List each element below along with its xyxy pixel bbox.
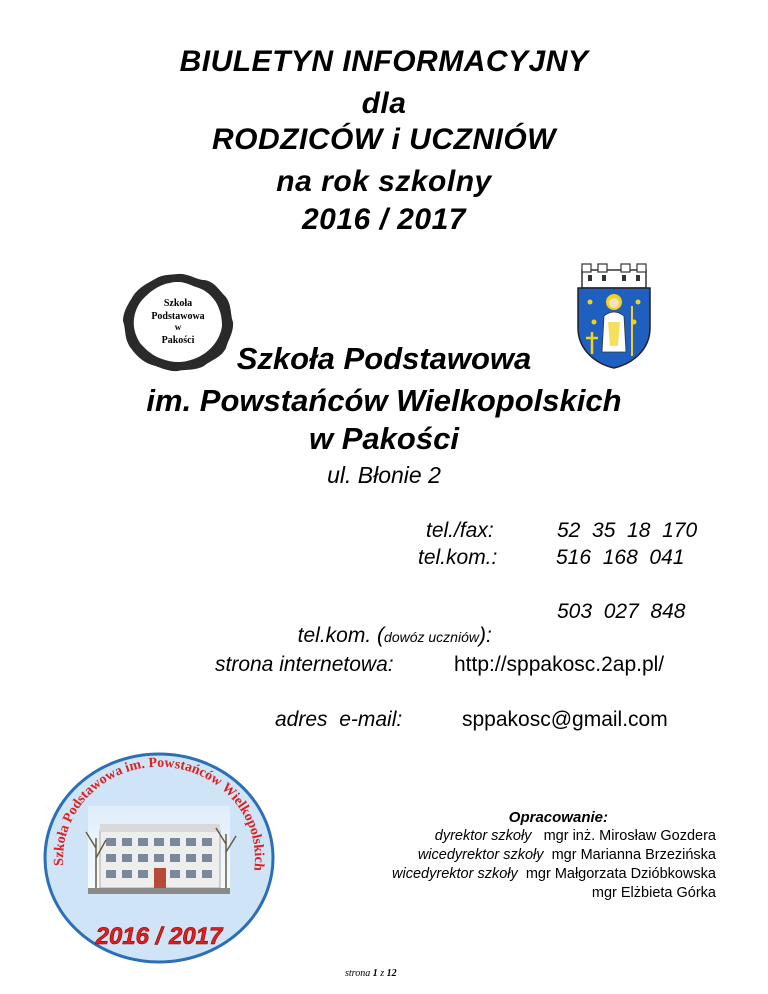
author-name: mgr Marianna Brzezińska [551,847,716,863]
bulletin-title-line5: 2016 / 2017 [302,203,466,236]
school-name-line1: Szkoła Podstawowa [236,341,532,376]
bulletin-title-line1: BIULETYN INFORMACYJNY [179,45,589,78]
transport-prefix: tel.kom. ( [297,624,385,647]
author-row-4 [392,884,716,903]
author-row-3 [392,865,716,884]
author-role: wicedyrektor szkoły [392,866,518,882]
school-name-line2: im. Powstańców Wielkopolskich [146,383,622,418]
seal-text-line2: Podstawowa [151,311,205,322]
school-name-line3: w Pakości [309,421,459,456]
bulletin-title-line2: dla [361,87,407,120]
authors-block [392,808,716,903]
author-name: mgr inż. Mirosław Gozdera [543,828,716,844]
author-name: mgr Małgorzata Dzióbkowska [525,866,716,882]
author-role: dyrektor szkoły [434,828,532,844]
author-role: wicedyrektor szkoły [417,847,544,863]
author-name: mgr Elżbieta Górka [591,885,716,901]
telfax-value: 52 35 18 170 [557,519,698,542]
telfax-label: tel./fax: [426,519,494,542]
transport-note: dowóz uczniów [384,629,479,645]
web-label: strona internetowa: [215,653,394,676]
bulletin-title-line4: na rok szkolny [276,165,492,198]
telkom-label: tel.kom.: [418,546,498,569]
email-link[interactable]: sppakosc@gmail.com [462,708,668,731]
seal-text-line1: Szkoła [163,298,193,309]
transport-suffix: ): [478,624,492,647]
email-label: adres e-mail: [275,708,403,731]
bulletin-title-line3: RODZICÓW i UCZNIÓW [212,123,556,156]
footer-total: 12 [386,968,397,979]
page-footer [345,968,397,979]
authors-heading: Opracowanie: [508,809,608,826]
footer-prefix: strona [345,968,373,979]
author-row-1 [392,827,716,846]
seal-text-line3: w [174,322,182,332]
school-street: ul. Błonie 2 [327,462,441,488]
school-badge-graphic [40,748,278,966]
telkom-value: 516 168 041 [556,546,685,569]
transport-phone-row [286,600,492,648]
transport-value: 503 027 848 [557,600,686,623]
seal-text-line4: Pakości [161,335,195,346]
footer-sep: z [377,968,387,979]
badge-ring-text: Szkoła Podstawowa im. Powstańców Wielkopolskich [51,755,267,872]
school-badge [40,748,278,966]
footer-page: 1 [372,968,378,979]
web-link[interactable]: http://sppakosc.2ap.pl/ [454,653,665,676]
badge-year: 2016 / 2017 [95,923,223,950]
author-row-2 [392,846,716,865]
